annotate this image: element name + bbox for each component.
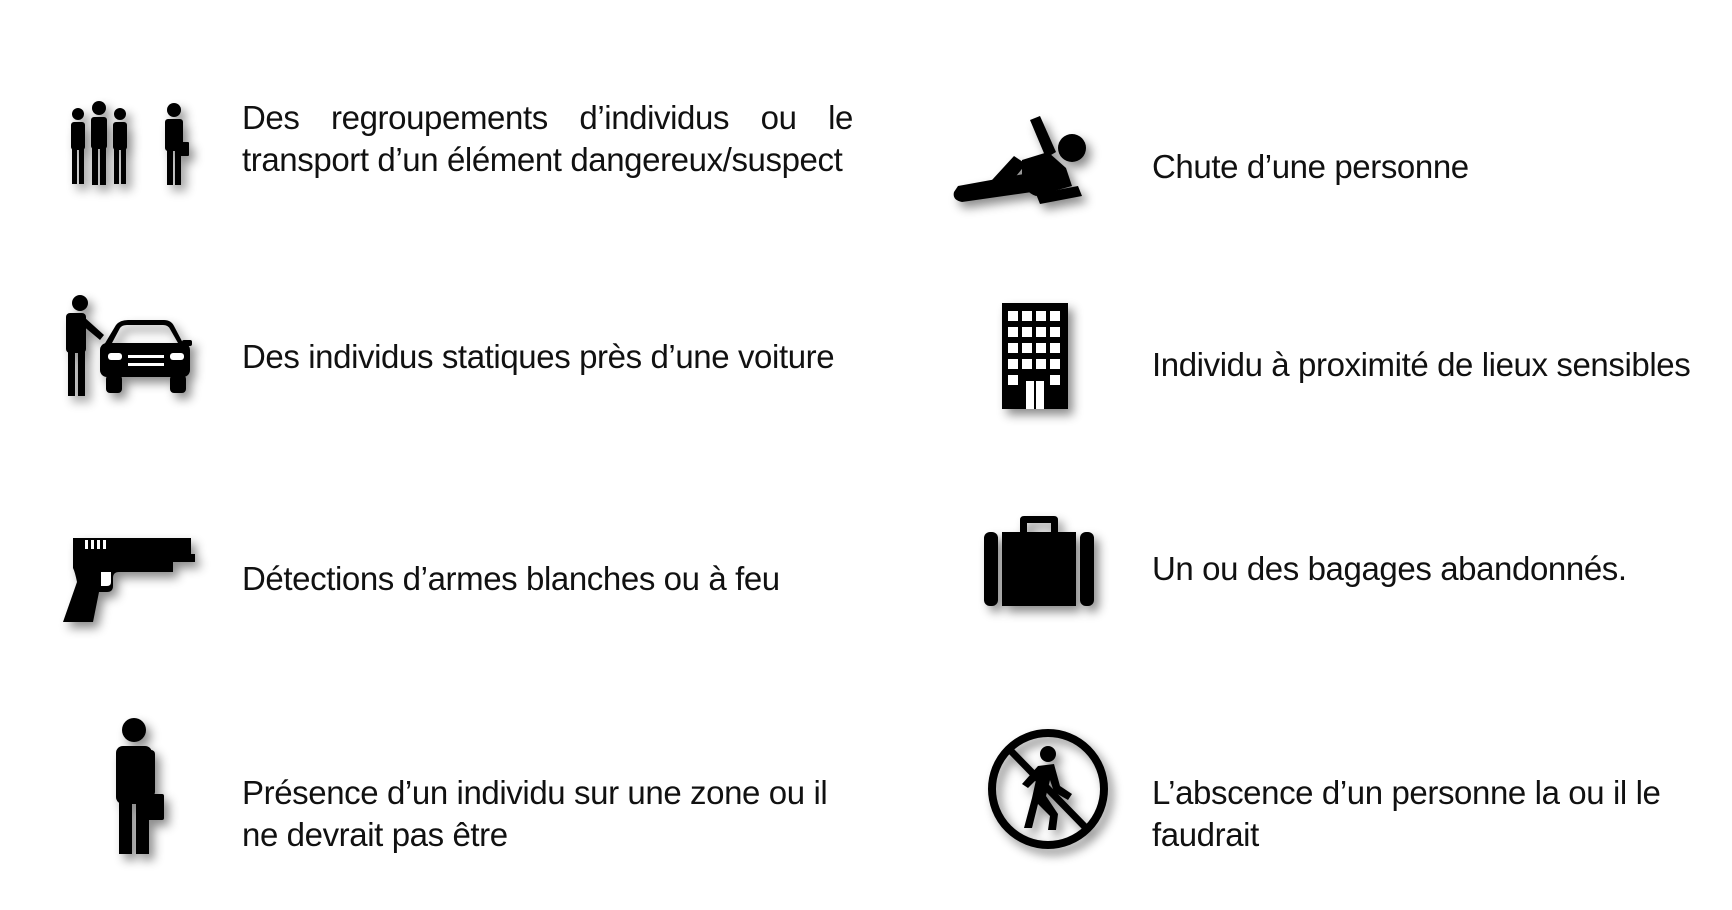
- feature-label: [1152, 772, 1660, 856]
- no-pedestrian-icon: [986, 724, 1110, 854]
- label-line: transport d’un élément dangereux/suspect: [242, 141, 843, 178]
- label-line: faudrait: [1152, 816, 1259, 853]
- person-with-briefcase-icon: [106, 718, 166, 856]
- feature-label-continued: [242, 139, 842, 181]
- label-line: Chute d’une personne: [1152, 148, 1469, 185]
- person-near-car-icon: [60, 293, 195, 403]
- person-falling-icon: [952, 116, 1092, 208]
- feature-label: [242, 772, 827, 856]
- feature-label: [1152, 548, 1627, 590]
- feature-label: [242, 97, 853, 139]
- label-line: Présence d’un individu sur une zone ou il: [242, 774, 828, 811]
- label-line: ne devrait pas être: [242, 816, 508, 853]
- label-line: Des regroupements d’individus ou le: [242, 99, 853, 136]
- building-icon: [1002, 303, 1068, 409]
- label-line: Individu à proximité de lieux sensibles: [1152, 346, 1691, 383]
- label-line: Détections d’armes blanches ou à feu: [242, 560, 780, 597]
- feature-label: [1152, 344, 1690, 386]
- label-line: Un ou des bagages abandonnés.: [1152, 550, 1627, 587]
- suitcase-icon: [984, 516, 1094, 606]
- feature-label: [1152, 146, 1469, 188]
- label-line: Des individus statiques près d’une voiture: [242, 338, 835, 375]
- group-with-suitcase-icon: [66, 100, 196, 190]
- label-line: L’abscence d’un personne la ou il le: [1152, 774, 1661, 811]
- feature-label: [242, 558, 780, 600]
- handgun-icon: [63, 536, 197, 624]
- feature-label: [242, 336, 834, 378]
